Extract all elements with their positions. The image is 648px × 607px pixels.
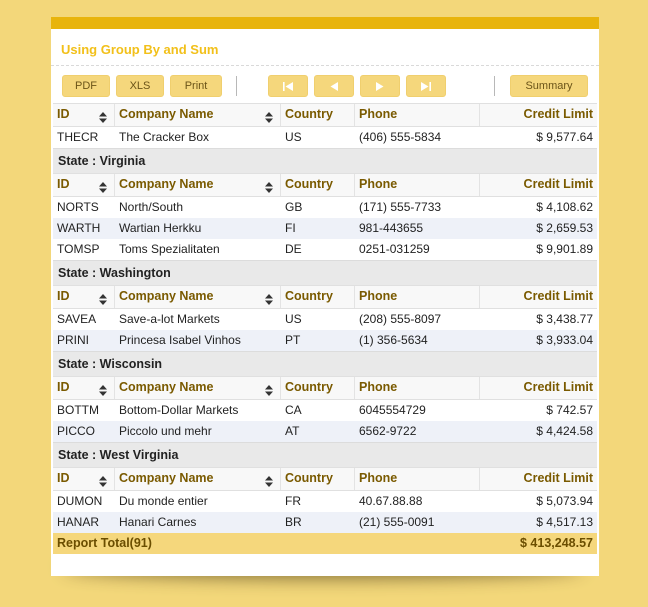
cell-id: NORTS xyxy=(57,200,99,214)
cell-company: Wartian Herkku xyxy=(119,221,202,235)
sort-icon[interactable] xyxy=(265,473,273,490)
report-title: Using Group By and Sum xyxy=(61,42,219,57)
column-header-company[interactable] xyxy=(115,104,281,126)
cell-credit-limit: $ 3,933.04 xyxy=(536,333,593,347)
cell-id: SAVEA xyxy=(57,312,97,326)
column-header-phone[interactable] xyxy=(355,286,480,308)
column-header-label: Company Name xyxy=(119,289,214,303)
sort-icon[interactable] xyxy=(265,109,273,126)
cell-company: Bottom-Dollar Markets xyxy=(119,403,239,417)
cell-phone: (171) 555-7733 xyxy=(359,200,442,214)
table-row[interactable] xyxy=(53,330,597,351)
column-header-country[interactable] xyxy=(281,104,355,126)
column-header-row xyxy=(53,285,597,309)
cell-credit-limit: $ 2,659.53 xyxy=(536,221,593,235)
cell-country: US xyxy=(285,312,302,326)
cell-credit-limit: $ 4,108.62 xyxy=(536,200,593,214)
column-header-country[interactable] xyxy=(281,286,355,308)
column-header-label: Phone xyxy=(359,177,398,191)
cell-credit-limit: $ 4,517.13 xyxy=(536,515,593,529)
sort-icon[interactable] xyxy=(99,382,107,399)
sort-icon[interactable] xyxy=(99,179,107,196)
column-header-label: Credit Limit xyxy=(523,471,593,485)
cell-id: PRINI xyxy=(57,333,90,347)
sort-icon[interactable] xyxy=(265,382,273,399)
summary-button[interactable]: Summary xyxy=(510,75,588,97)
sort-icon[interactable] xyxy=(265,291,273,308)
sort-icon[interactable] xyxy=(265,179,273,196)
cell-phone: 0251-031259 xyxy=(359,242,430,256)
group-header: State : Wisconsin xyxy=(53,351,597,376)
group-header: State : West Virginia xyxy=(53,442,597,467)
cell-credit-limit: $ 9,901.89 xyxy=(536,242,593,256)
cell-country: DE xyxy=(285,242,302,256)
first-page-icon xyxy=(282,81,294,92)
cell-company: Toms Spezialitaten xyxy=(119,242,220,256)
report-total-value: $ 413,248.57 xyxy=(520,536,593,550)
cell-country: BR xyxy=(285,515,302,529)
cell-id: TOMSP xyxy=(57,242,100,256)
cell-phone: 40.67.88.88 xyxy=(359,494,423,508)
table-row[interactable] xyxy=(53,491,597,512)
column-header-label: Phone xyxy=(359,471,398,485)
column-header-country[interactable] xyxy=(281,468,355,490)
cell-company: The Cracker Box xyxy=(119,130,210,144)
column-header-id[interactable] xyxy=(53,468,115,490)
last-page-icon xyxy=(420,81,432,92)
column-header-row xyxy=(53,103,597,127)
print-button[interactable]: Print xyxy=(170,75,222,97)
last-page-button[interactable] xyxy=(406,75,446,97)
table-row[interactable] xyxy=(53,239,597,260)
column-header-id[interactable] xyxy=(53,377,115,399)
cell-phone: (21) 555-0091 xyxy=(359,515,435,529)
cell-country: AT xyxy=(285,424,300,438)
report-grid xyxy=(53,103,597,554)
column-header-row xyxy=(53,376,597,400)
column-header-id[interactable] xyxy=(53,174,115,196)
cell-country: PT xyxy=(285,333,301,347)
cell-id: BOTTM xyxy=(57,403,99,417)
column-header-phone[interactable] xyxy=(355,174,480,196)
column-header-label: ID xyxy=(57,177,70,191)
xls-button[interactable]: XLS xyxy=(116,75,164,97)
cell-phone: (208) 555-8097 xyxy=(359,312,442,326)
column-header-label: Phone xyxy=(359,107,398,121)
cell-credit-limit: $ 742.57 xyxy=(546,403,593,417)
cell-credit-limit: $ 5,073.94 xyxy=(536,494,593,508)
column-header-label: Credit Limit xyxy=(523,107,593,121)
cell-country: FI xyxy=(285,221,296,235)
column-header-label: Phone xyxy=(359,380,398,394)
cell-id: PICCO xyxy=(57,424,96,438)
column-header-company[interactable] xyxy=(115,286,281,308)
table-row[interactable] xyxy=(53,218,597,239)
table-row[interactable] xyxy=(53,421,597,442)
cell-company: North/South xyxy=(119,200,184,214)
column-header-label: Country xyxy=(285,177,333,191)
table-row[interactable] xyxy=(53,127,597,148)
cell-country: US xyxy=(285,130,302,144)
column-header-label: Company Name xyxy=(119,107,214,121)
cell-company: Piccolo und mehr xyxy=(119,424,212,438)
column-header-phone[interactable] xyxy=(355,377,480,399)
column-header-company[interactable] xyxy=(115,377,281,399)
column-header-label: Country xyxy=(285,471,333,485)
pdf-button[interactable]: PDF xyxy=(62,75,110,97)
next-page-button[interactable] xyxy=(360,75,400,97)
table-row[interactable] xyxy=(53,197,597,218)
column-header-label: Credit Limit xyxy=(523,289,593,303)
cell-credit-limit: $ 9,577.64 xyxy=(536,130,593,144)
table-row[interactable] xyxy=(53,400,597,421)
sort-icon[interactable] xyxy=(99,109,107,126)
next-page-icon xyxy=(375,81,385,92)
report-total-label: Report Total(91) xyxy=(57,536,152,550)
column-header-label: Company Name xyxy=(119,380,214,394)
column-header-country[interactable] xyxy=(281,174,355,196)
sort-icon[interactable] xyxy=(99,291,107,308)
cell-credit-limit: $ 3,438.77 xyxy=(536,312,593,326)
toolbar-separator xyxy=(494,76,495,96)
cell-id: THECR xyxy=(57,130,99,144)
cell-phone: 6562-9722 xyxy=(359,424,417,438)
cell-id: HANAR xyxy=(57,515,100,529)
cell-company: Hanari Carnes xyxy=(119,515,197,529)
column-header-label: ID xyxy=(57,471,70,485)
title-divider xyxy=(51,65,599,66)
cell-company: Princesa Isabel Vinhos xyxy=(119,333,241,347)
column-header-label: ID xyxy=(57,107,70,121)
column-header-credit[interactable] xyxy=(480,286,597,308)
column-header-credit[interactable] xyxy=(480,174,597,196)
column-header-phone[interactable] xyxy=(355,104,480,126)
cell-id: WARTH xyxy=(57,221,101,235)
group-header: State : Washington xyxy=(53,260,597,285)
prev-page-icon xyxy=(329,81,339,92)
column-header-label: ID xyxy=(57,289,70,303)
report-panel xyxy=(51,17,599,576)
table-row[interactable] xyxy=(53,309,597,330)
report-total-row xyxy=(53,533,597,554)
column-header-label: Company Name xyxy=(119,471,214,485)
panel-top-bar xyxy=(51,17,599,29)
cell-country: CA xyxy=(285,403,302,417)
column-header-country[interactable] xyxy=(281,377,355,399)
column-header-label: ID xyxy=(57,380,70,394)
group-header: State : Virginia xyxy=(53,148,597,173)
cell-company: Save-a-lot Markets xyxy=(119,312,220,326)
column-header-label: Phone xyxy=(359,289,398,303)
column-header-phone[interactable] xyxy=(355,468,480,490)
column-header-label: Company Name xyxy=(119,177,214,191)
cell-country: GB xyxy=(285,200,303,214)
table-row[interactable] xyxy=(53,512,597,533)
sort-icon[interactable] xyxy=(99,473,107,490)
column-header-id[interactable] xyxy=(53,286,115,308)
column-header-company[interactable] xyxy=(115,468,281,490)
cell-country: FR xyxy=(285,494,301,508)
cell-phone: (406) 555-5834 xyxy=(359,130,442,144)
column-header-credit[interactable] xyxy=(480,104,597,126)
cell-id: DUMON xyxy=(57,494,103,508)
column-header-row xyxy=(53,173,597,197)
cell-phone: 981-443655 xyxy=(359,221,424,235)
toolbar-separator xyxy=(236,76,237,96)
column-header-company[interactable] xyxy=(115,174,281,196)
cell-phone: 6045554729 xyxy=(359,403,426,417)
column-header-id[interactable] xyxy=(53,104,115,126)
column-header-label: Credit Limit xyxy=(523,177,593,191)
column-header-label: Country xyxy=(285,107,333,121)
column-header-label: Credit Limit xyxy=(523,380,593,394)
previous-page-button[interactable] xyxy=(314,75,354,97)
first-page-button[interactable] xyxy=(268,75,308,97)
column-header-label: Country xyxy=(285,289,333,303)
column-header-credit[interactable] xyxy=(480,377,597,399)
cell-phone: (1) 356-5634 xyxy=(359,333,428,347)
column-header-row xyxy=(53,467,597,491)
cell-credit-limit: $ 4,424.58 xyxy=(536,424,593,438)
column-header-credit[interactable] xyxy=(480,468,597,490)
column-header-label: Country xyxy=(285,380,333,394)
cell-company: Du monde entier xyxy=(119,494,208,508)
